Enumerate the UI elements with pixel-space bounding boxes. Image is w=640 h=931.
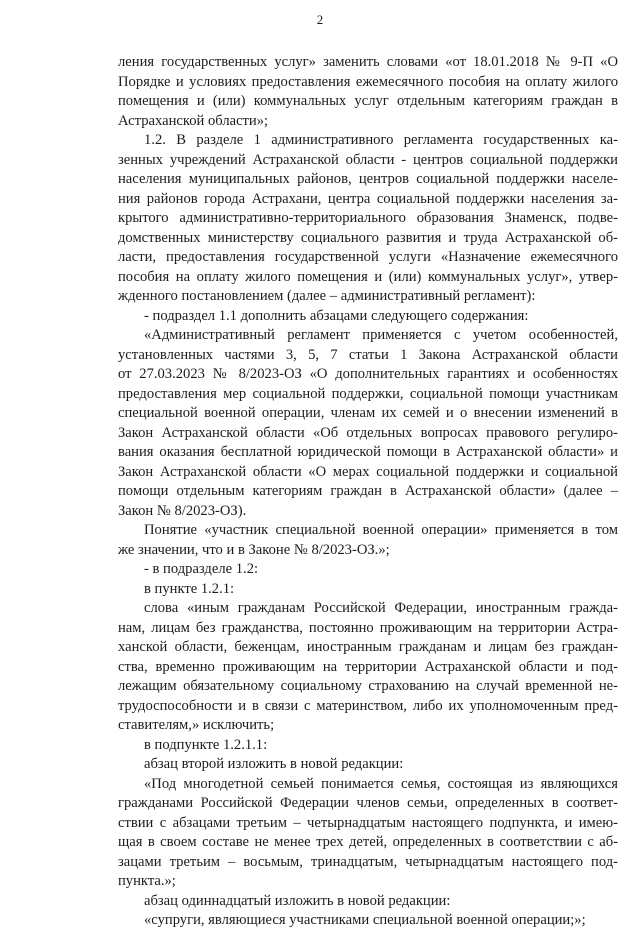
text-line: Закон № 8/2023-ОЗ). (118, 502, 247, 519)
text-line: в подпункте 1.2.1.1: (144, 736, 268, 753)
text-line: абзац одиннадцатый изложить в новой редакции: (144, 892, 451, 909)
text-line: ства, временно проживающим на территории Астраханской области и под- (118, 658, 618, 675)
text-line: «Административный регламент применяется с учетом особенностей, (144, 327, 618, 343)
page-number: 2 (316, 12, 324, 27)
text-line: 1.2. В разделе 1 административного регламента государственных ка- (144, 132, 618, 148)
text-line: Закон Астраханской области «О мерах социальной поддержки и социальной (118, 463, 618, 480)
document-body (118, 53, 618, 931)
text-line: жденного постановлением (далее – административный регламент): (118, 288, 536, 304)
text-line: пособия на оплату жилого помещения и (или) коммунальных услуг», утвер- (118, 268, 618, 285)
text-line: нам, лицам без гражданства, постоянно проживающим на территории Астра- (118, 619, 618, 636)
text-line: абзац второй изложить в новой редакции: (144, 756, 404, 772)
text-line: Закон Астраханской области «Об отдельных вопросах правового регулиро- (118, 424, 618, 441)
text-line: помощи отдельным категориям граждан в Астраханской области» (далее – (118, 483, 618, 499)
text-line: ствии с абзацами третьим – четырнадцатым настоящего подпункта, и имею- (118, 814, 618, 831)
text-line: в пункте 1.2.1: (144, 580, 235, 597)
text-line: лежащим обязательному социальному страхованию на случай временной не- (118, 678, 618, 694)
text-line: домственных министерству социального развития и труда Астраханской об- (118, 229, 618, 246)
text-line: пункта.»; (118, 873, 176, 889)
text-line: зацами третьим – восьмым, тринадцатым, четырнадцатым настоящего под- (118, 853, 618, 870)
text-line: ласти, предоставления государственной услуги «Назначение ежемесячного (118, 249, 618, 265)
text-line: ставителям,» исключить; (118, 717, 275, 733)
text-line: помещения и (или) коммунальных услуг отдельным категориям граждан в (118, 93, 618, 109)
text-line: ления государственных услуг» заменить словами «от 18.01.2018 № 9-П «О (118, 54, 618, 70)
text-line: - подраздел 1.1 дополнить абзацами следующего содержания: (144, 307, 529, 324)
text-line: гражданами Российской Федерации членов семьи, определенных в соответ- (118, 795, 618, 811)
text-line: «Под многодетной семьей понимается семья, состоящая из являющихся (144, 775, 618, 792)
text-line: ханской области, беженцам, иностранным гражданам и лицам без граждан- (118, 639, 618, 655)
text-line: вания оказания бесплатной юридической помощи в Астраханской области» и (118, 444, 618, 460)
text-line: зенных учреждений Астраханской области - центров социальной поддержки (118, 151, 618, 168)
text-line: населения муниципальных районов, центров социальной поддержки населе- (118, 171, 618, 187)
text-line: же значении, что и в Законе № 8/2023-ОЗ.»; (118, 541, 390, 558)
text-line: Астраханской области»; (118, 112, 269, 129)
text-line: от 27.03.2023 № 8/2023-ОЗ «О дополнительных гарантиях и особенностях (118, 366, 618, 382)
text-line: ния районов города Астрахани, центра социальной поддержки населения за- (118, 190, 618, 207)
text-line: - в подразделе 1.2: (144, 561, 259, 577)
text-line: крытого административно-территориального образования Знаменск, подве- (118, 210, 618, 226)
text-line: Понятие «участник специальной военной операции» применяется в том (144, 522, 618, 538)
text-line: слова «иным гражданам Российской Федерации, иностранным гражда- (144, 600, 618, 616)
text-line: предоставления мер социальной поддержки, социальной помощи участникам (118, 385, 618, 402)
text-line: специальной военной операции, членам их семей и о внесении изменений в (118, 405, 618, 421)
text-line: трудоспособности и в связи с материнством, либо их уполномоченным пред- (118, 697, 618, 714)
text-line: Порядке и условиях предоставления ежемесячного пособия на оплату жилого (118, 73, 618, 90)
text-line: щая в своем составе не менее трех детей, определенных в соответствии с аб- (118, 834, 618, 850)
text-line: «супруги, являющиеся участниками специальной военной операции;»; (144, 912, 586, 928)
text-line: установленных частями 3, 5, 7 статьи 1 Закона Астраханской области (118, 346, 618, 363)
